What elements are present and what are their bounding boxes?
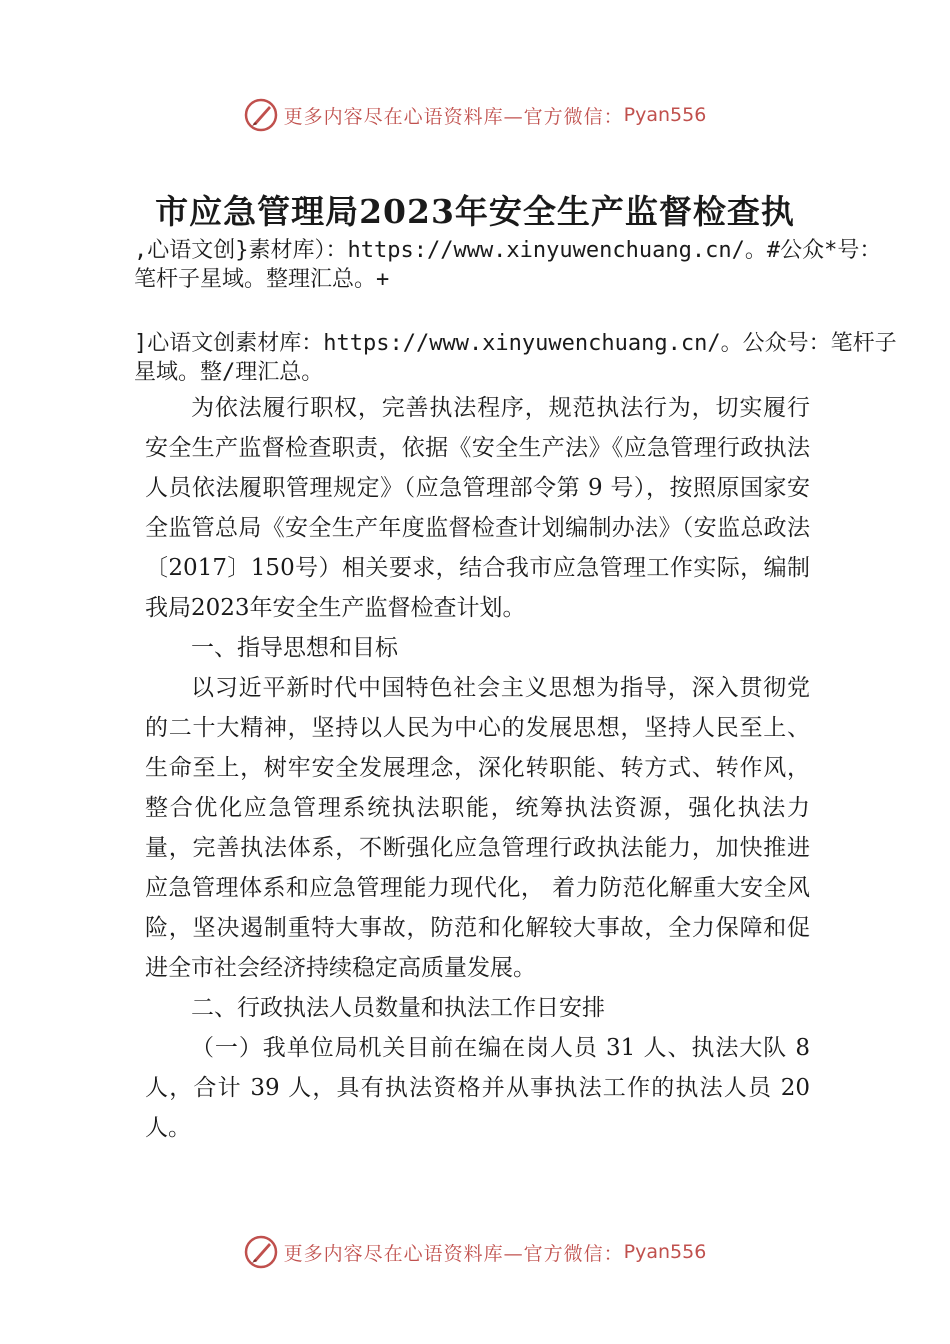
- section-heading-2: 二、行政执法人员数量和执法工作日安排: [191, 995, 605, 1021]
- section-heading-1: 一、指导思想和目标: [191, 635, 398, 661]
- document-body: [145, 388, 810, 1148]
- staffing-paragraph: （一）我单位局机关目前在编在岗人员 31 人、执法大队 8 人，合计 39 人，具有执法资格并从事执法工作的执法人员 20 人。: [145, 1035, 810, 1141]
- header-watermark-banner: [0, 93, 950, 137]
- guiding-ideology-paragraph: 以习近平新时代中国特色社会主义思想为指导，深入贯彻党的二十大精神，坚持以人民为中心的发展思想，坚持人民至上、生命至上，树牢安全发展理念，深化转职能、转方式、转作风，整合优化应急管理系统执法职能，统筹执法资源，强化执法力量，完善执法体系，不断强化应急管理行政执法能力，加快推进应急管理体系和应急管理能力现代化， 着力防范化解重大安全风险，坚决遏制重特大事故，防范和化解较大事故，全力保障和促进全市社会经济持续稳定高质量发展。: [145, 675, 810, 981]
- intro-paragraph: 为依法履行职权，完善执法程序，规范执法行为，切实履行安全生产监督检查职责，依据《安全生产法》《应急管理行政执法人员依法履职管理规定》（应急管理部令第 9 号），按照原国家安全监管总局《安全生产年度监督检查计划编制办法》（安监总政法〔2017〕150号）相关要求，结合我市应急管理工作实际，编制我局2023年安全生产监督检查计划。: [145, 395, 810, 621]
- banner-wechat-id: Pyan556: [623, 104, 707, 126]
- footer-watermark-banner: [0, 1230, 950, 1274]
- source-note-1: ,心语文创}素材库）：https://www.xinyuwenchuang.cn/。#公众*号：笔杆子星域。整理汇总。+: [134, 238, 882, 292]
- quill-pen-logo-icon: [244, 1235, 278, 1269]
- document-title: 市应急管理局2023年安全生产监督检查执: [155, 192, 795, 231]
- banner-wechat-id: Pyan556: [623, 1241, 707, 1263]
- banner-text: 更多内容尽在心语资料库—官方微信：: [283, 1242, 624, 1265]
- source-note-2: ]心语文创素材库：https://www.xinyuwenchuang.cn/。公众号：笔杆子星域。整/理汇总。: [134, 331, 897, 385]
- quill-pen-logo-icon: [244, 98, 278, 132]
- banner-text: 更多内容尽在心语资料库—官方微信：: [283, 105, 624, 128]
